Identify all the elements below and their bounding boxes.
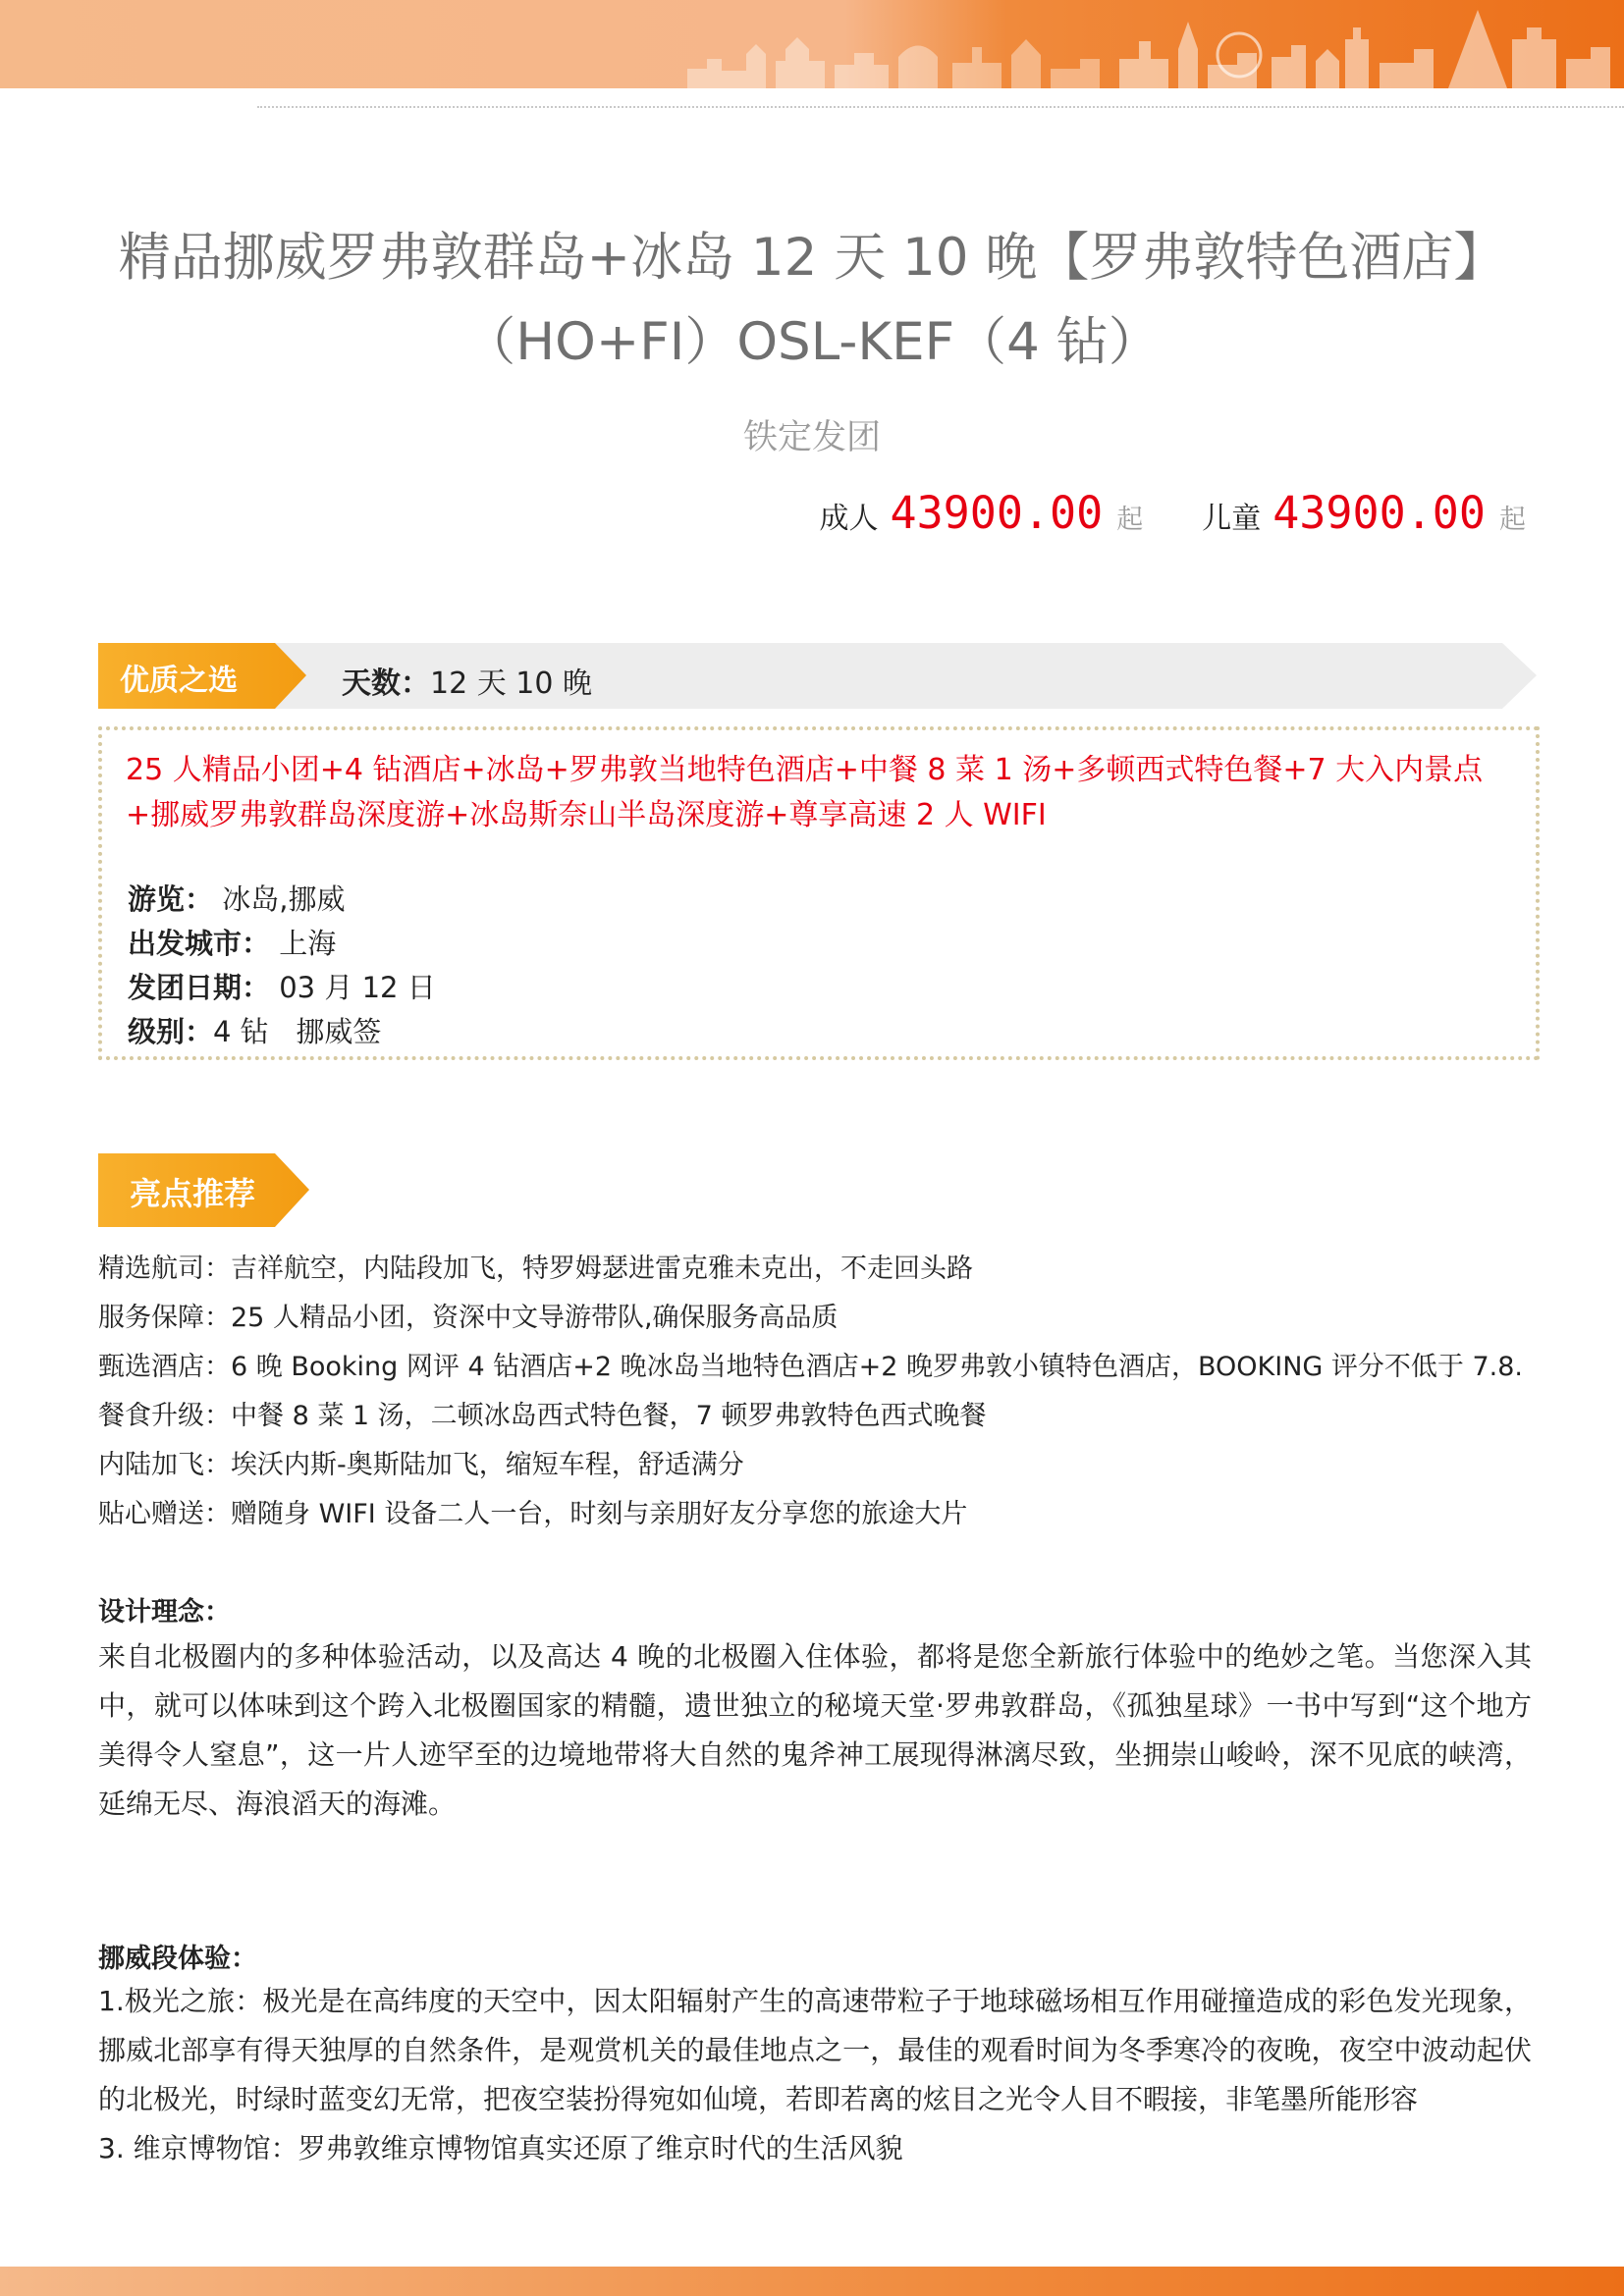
page-title-code: （HO+FI）OSL-KEF（4 钻） (463, 312, 1161, 372)
norway-item-viking-museum: 3. 维京博物馆：罗弗敦维京博物馆真实还原了维京时代的生活风貌 (98, 2132, 903, 2164)
date-value: 03 月 12 日 (279, 971, 436, 1004)
level-row (128, 1010, 381, 1050)
child-price-unit: 起 (1499, 505, 1526, 535)
design-concept-text: 来自北极圈内的多种体验活动，以及高达 4 晚的北极圈入住体验，都将是您全新旅行体验中的绝妙之笔。当您深入其中，就可以体味到这个跨入北极圈国家的精髓，遗世独立的秘境天堂·罗弗敦群岛，《孤独星球》一书中写到“这个地方美得令人窒息”，这一片人迹罕至的边境地带将大自然的鬼斧神工展现得淋漓尽致，坐拥崇山峻岭，深不见底的峡湾，延绵无尽、海浪滔天的海滩。 (98, 1640, 1532, 1820)
quality-badge: 优质之选 (120, 664, 238, 698)
days-value: 12 天 10 晚 (430, 667, 592, 701)
days-info (342, 659, 592, 702)
header-divider (257, 106, 1624, 108)
highlight-item: 服务保障：25 人精品小团，资深中文导游带队,确保服务高品质 (98, 1303, 839, 1333)
adult-price-label: 成人 (819, 502, 879, 536)
price-row (820, 487, 1527, 539)
footer-band (0, 2267, 1624, 2296)
city-value: 上海 (279, 927, 337, 960)
highlight-item: 内陆加飞：埃沃内斯-奥斯陆加飞，缩短车程，舒适满分 (98, 1450, 744, 1480)
tour-value: 冰岛,挪威 (222, 882, 346, 916)
child-price-label: 儿童 (1202, 502, 1262, 536)
highlight-item: 精选航司：吉祥航空，内陆段加飞，特罗姆瑟进雷克雅未克出，不走回头路 (98, 1254, 973, 1284)
tour-label: 游览： (128, 882, 214, 916)
design-concept-heading: 设计理念： (98, 1597, 231, 1628)
departure-city-row (128, 922, 336, 962)
page-subtitle: 铁定发团 (742, 418, 881, 457)
adult-price-unit: 起 (1116, 505, 1144, 535)
level-label: 级别： (128, 1015, 214, 1048)
highlight-item: 贴心赠送：赠随身 WIFI 设备二人一台，时刻与亲朋好友分享您的旅途大片 (98, 1499, 968, 1529)
norway-experience-heading: 挪威段体验： (98, 1944, 257, 1974)
header-band (0, 0, 1624, 88)
adult-price-value: 43900.00 (890, 487, 1104, 539)
highlights-badge (98, 1153, 309, 1227)
city-label: 出发城市： (128, 927, 271, 960)
departure-date-row (128, 966, 436, 1006)
date-label: 发团日期： (128, 971, 271, 1004)
days-bar-background (98, 643, 1537, 709)
days-label: 天数： (342, 667, 430, 701)
days-bar (98, 643, 1537, 709)
tour-destinations-row (128, 878, 345, 918)
tour-summary: 25 人精品小团+4 钻酒店+冰岛+罗弗敦当地特色酒店+中餐 8 菜 1 汤+多顿西式特色餐+7 大入内景点+挪威罗弗敦群岛深度游+冰岛斯奈山半岛深度游+尊享高速 2 人 WIFI (126, 753, 1484, 832)
page-title: 精品挪威罗弗敦群岛+冰岛 12 天 10 晚【罗弗敦特色酒店】 (118, 228, 1506, 288)
norway-item-aurora: 1.极光之旅：极光是在高纬度的天空中，因太阳辐射产生的高速带粒子于地球磁场相互作用碰撞造成的彩色发光现象，挪威北部享有得天独厚的自然条件，是观赏机关的最佳地点之一，最佳的观看时间为冬季寒冷的夜晚，夜空中波动起伏的北极光，时绿时蓝变幻无常，把夜空装扮得宛如仙境，若即若离的炫目之光令人目不暇接，非笔墨所能形容 (98, 1985, 1532, 2115)
tour-info-box (98, 726, 1540, 1060)
city-skyline-icon (0, 0, 1624, 88)
level-value: 4 钻 挪威签 (213, 1015, 382, 1048)
child-price-value: 43900.00 (1272, 487, 1486, 539)
highlights-title: 亮点推荐 (130, 1175, 256, 1212)
highlight-item: 甄选酒店：6 晚 Booking 网评 4 钻酒店+2 晚冰岛当地特色酒店+2 晚罗弗敦小镇特色酒店，BOOKING 评分不低于 7.8. (98, 1352, 1524, 1382)
highlight-item: 餐食升级：中餐 8 菜 1 汤，二顿冰岛西式特色餐，7 顿罗弗敦特色西式晚餐 (98, 1401, 987, 1431)
